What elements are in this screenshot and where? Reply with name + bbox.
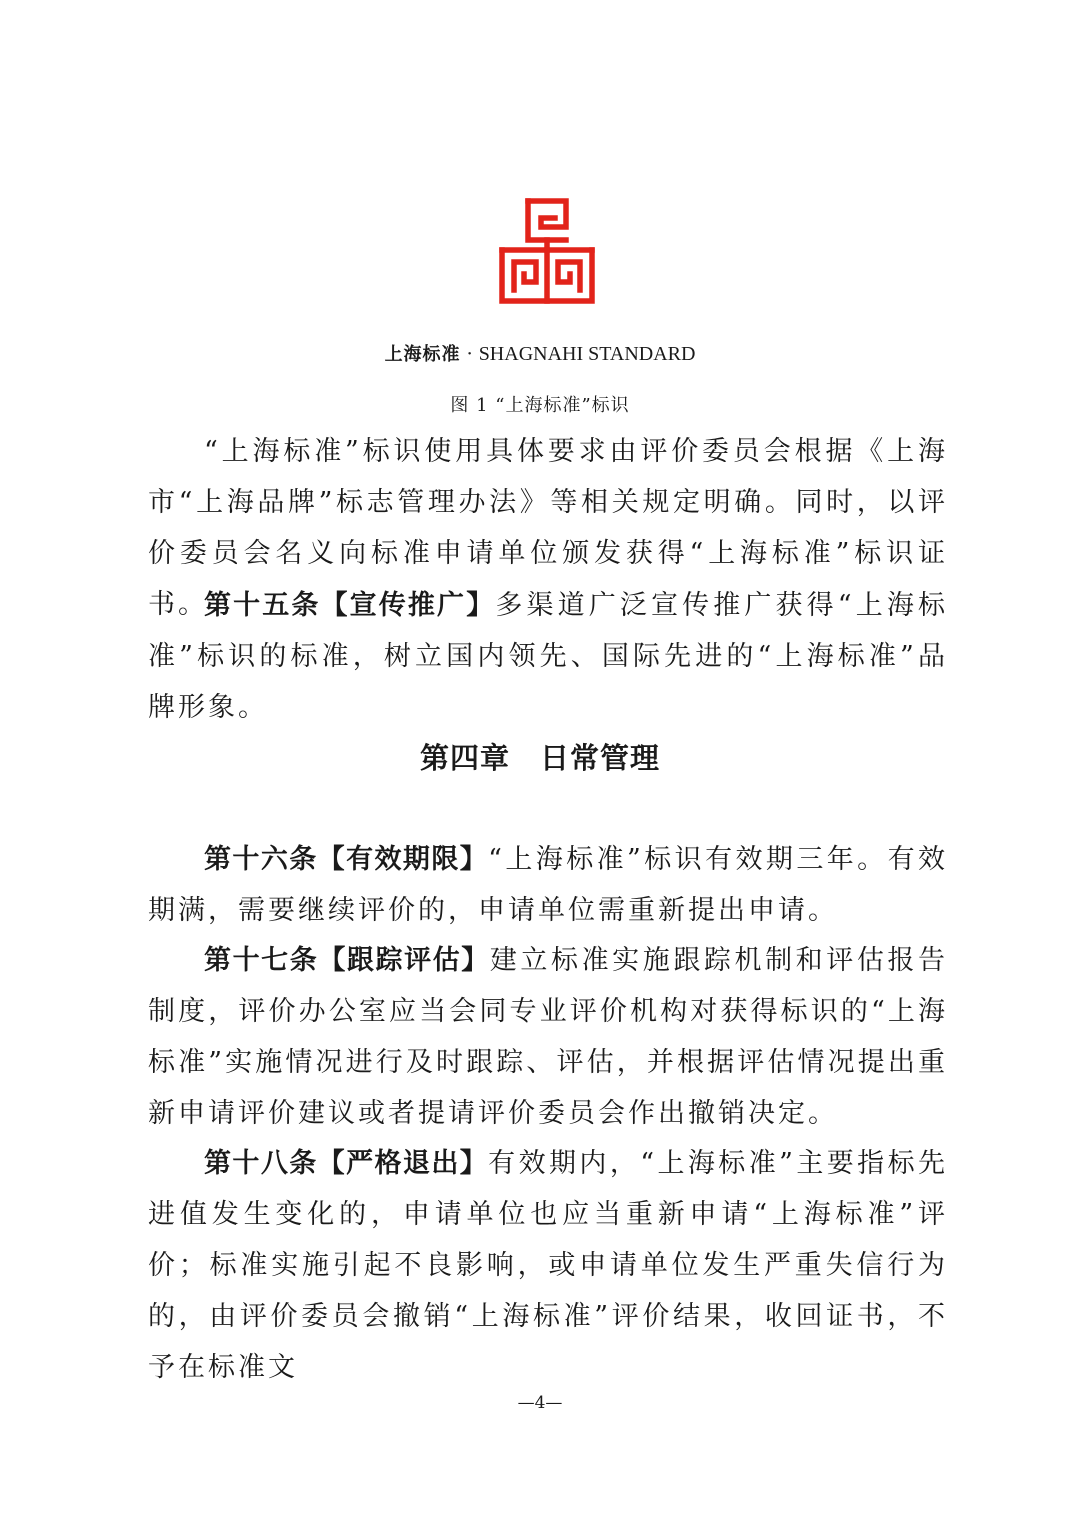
chapter-title: 日常管理 bbox=[540, 741, 661, 775]
page-number: —4— bbox=[517, 1393, 563, 1413]
article-15 bbox=[148, 580, 948, 733]
chapter-heading bbox=[0, 736, 1080, 777]
logo-caption-cn: 上海标准 bbox=[384, 344, 461, 365]
article-text: 有效期内，“上海标准”主要指标先进值发生变化的，申请单位也应当重新申请“上海标准”评价；标准实施引起不良影响，或申请单位发生严重失信行为的，由评价委员会撤销“上海标准”评价结果，收回证书，不予在标准文 bbox=[148, 1148, 948, 1383]
logo-caption-separator: · bbox=[460, 343, 479, 365]
article-18 bbox=[148, 1138, 948, 1393]
article-heading: 第十七条【跟踪评估】 bbox=[204, 945, 490, 976]
article-text: 建立标准实施跟踪机制和评估报告制度，评价办公室应当会同专业评价机构对获得标识的“上海标准”实施情况进行及时跟踪、评估，并根据评估情况提出重新申请评价建议或者提请评价委员会作出撤销决定。 bbox=[148, 945, 949, 1129]
article-text: “上海标准”标识有效期三年。有效期满，需要继续评价的，申请单位需重新提出申请。 bbox=[148, 844, 948, 926]
article-16 bbox=[148, 834, 948, 936]
shanghai-standard-logo bbox=[497, 196, 597, 306]
article-heading: 第十五条【宣传推广】 bbox=[204, 590, 496, 621]
article-heading: 第十八条【严格退出】 bbox=[204, 1148, 489, 1179]
paragraph-text: “上海标准”标识使用具体要求由评价委员会根据《上海市“上海品牌”标志管理办法》等相关规定明确。同时，以评价委员会名义向标准申请单位颁发获得“上海标准”标识证书。 bbox=[148, 436, 948, 620]
logo-caption-en: SHAGNAHI STANDARD bbox=[478, 343, 696, 365]
article-17 bbox=[148, 935, 948, 1139]
logo-caption bbox=[0, 340, 1080, 366]
article-heading: 第十六条【有效期限】 bbox=[204, 844, 489, 875]
article-text: 多渠道广泛宣传推广获得“上海标准”标识的标准，树立国内领先、国际先进的“上海标准”品牌形象。 bbox=[148, 590, 948, 723]
chapter-number: 第四章 bbox=[419, 741, 510, 775]
figure-caption: 图 1 “上海标准”标识 bbox=[450, 395, 630, 416]
